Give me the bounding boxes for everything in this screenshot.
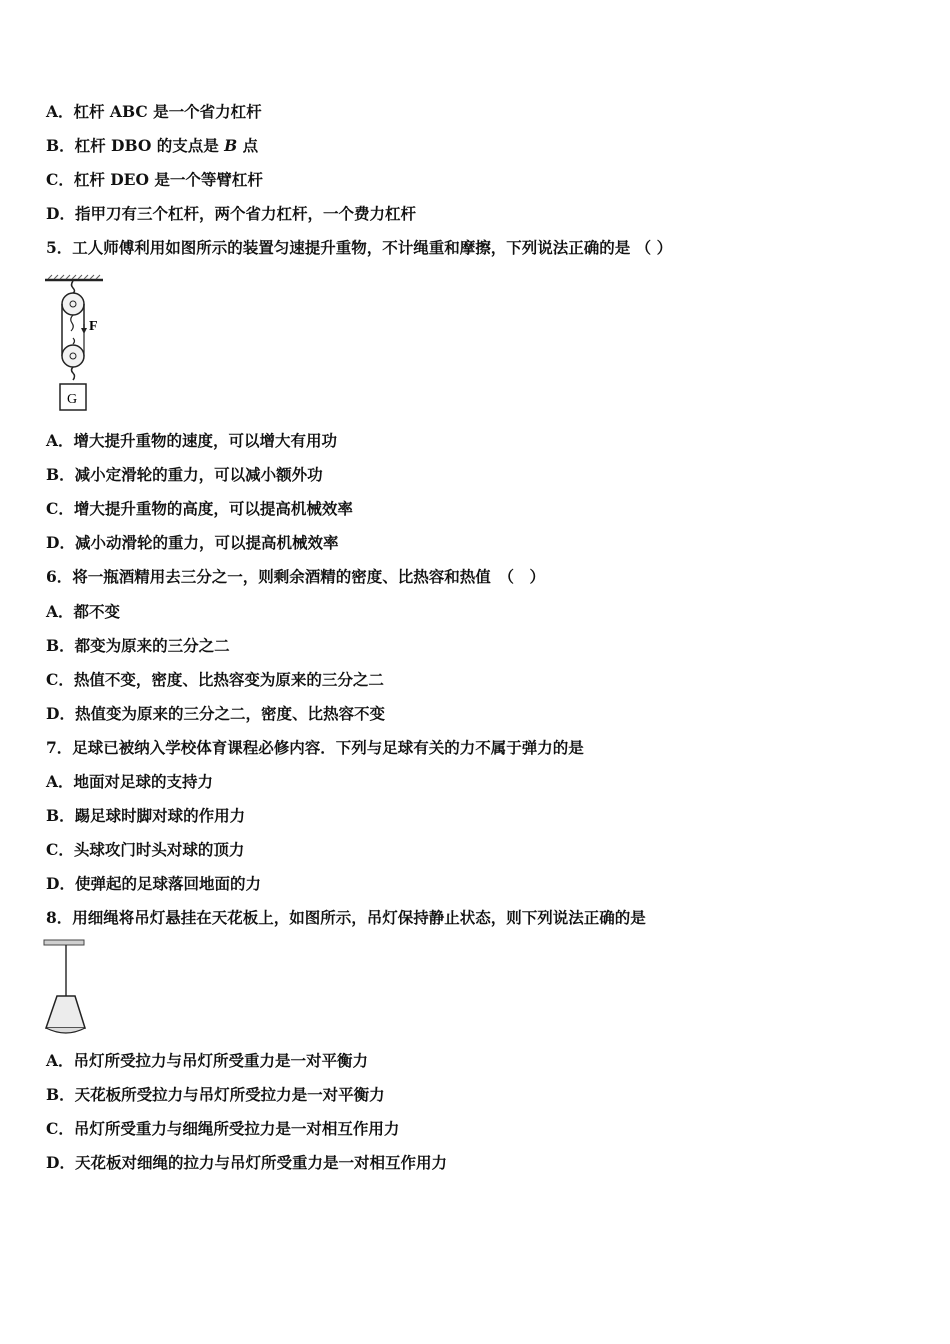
q5-option-b: B．减小定滑轮的重力，可以减小额外功: [46, 465, 323, 484]
ceiling-plate: [44, 940, 84, 945]
weight-label: G: [67, 392, 78, 407]
fixed-pulley: [62, 293, 84, 315]
q4-option-b-suffix: 点: [237, 136, 259, 155]
q8-option-d: D．天花板对细绳的拉力与吊灯所受重力是一对相互作用力: [46, 1153, 447, 1172]
q4-option-a: A．杠杆 ABC 是一个省力杠杆: [46, 102, 262, 121]
q6-option-c: C．热值不变，密度、比热容变为原来的三分之二: [46, 670, 384, 689]
force-label: F: [89, 319, 98, 334]
lamp-shade: [46, 996, 85, 1028]
q7-option-d: D．使弹起的足球落回地面的力: [46, 874, 261, 893]
q8-option-c: C．吊灯所受重力与细绳所受拉力是一对相互作用力: [46, 1119, 400, 1138]
q4-option-c: C．杠杆 DEO 是一个等臂杠杆: [46, 170, 263, 189]
q5-option-c: C．增大提升重物的高度，可以提高机械效率: [46, 499, 353, 518]
q7-stem: 7．足球已被纳入学校体育课程必修内容．下列与足球有关的力不属于弹力的是: [46, 738, 584, 757]
top-hook: [72, 281, 75, 293]
q8-option-b: B．天花板所受拉力与吊灯所受拉力是一对平衡力: [46, 1085, 385, 1104]
hanging-lamp-diagram: [40, 938, 96, 1040]
pulley-diagram: [40, 274, 120, 416]
q6-option-b: B．都变为原来的三分之二: [46, 636, 230, 655]
middle-rope: [71, 315, 74, 331]
q5-option-a: A．增大提升重物的速度，可以增大有用功: [46, 431, 338, 450]
q5-option-d: D．减小动滑轮的重力，可以提高机械效率: [46, 533, 339, 552]
q7-option-a: A．地面对足球的支持力: [46, 772, 214, 791]
lamp-bulb: [46, 1028, 85, 1033]
q6-option-a: A．都不变: [46, 602, 121, 621]
q8-stem: 8．用细绳将吊灯悬挂在天花板上，如图所示，吊灯保持静止状态，则下列说法正确的是: [46, 908, 646, 927]
q4-option-b: [46, 136, 258, 156]
q6-stem: 6．将一瓶酒精用去三分之一，则剩余酒精的密度、比热容和热值 （ ）: [46, 567, 546, 586]
q6-option-d: D．热值变为原来的三分之二，密度、比热容不变: [46, 704, 385, 723]
movable-pulley: [62, 345, 84, 367]
q4-option-b-variable: B: [224, 136, 238, 155]
q7-option-b: B．踢足球时脚对球的作用力: [46, 806, 246, 825]
lower-hook: [72, 367, 75, 380]
q5-stem: 5．工人师傅利用如图所示的装置匀速提升重物，不计绳重和摩擦，下列说法正确的是 （ ）: [46, 238, 673, 257]
q4-option-b-prefix: B．杠杆 DBO 的支点是: [46, 136, 225, 155]
q4-option-d: D．指甲刀有三个杠杆，两个省力杠杆，一个费力杠杆: [46, 204, 416, 223]
q8-option-a: A．吊灯所受拉力与吊灯所受重力是一对平衡力: [46, 1051, 369, 1070]
q7-option-c: C．头球攻门时头对球的顶力: [46, 840, 245, 859]
ceiling-hatching: [48, 275, 100, 279]
